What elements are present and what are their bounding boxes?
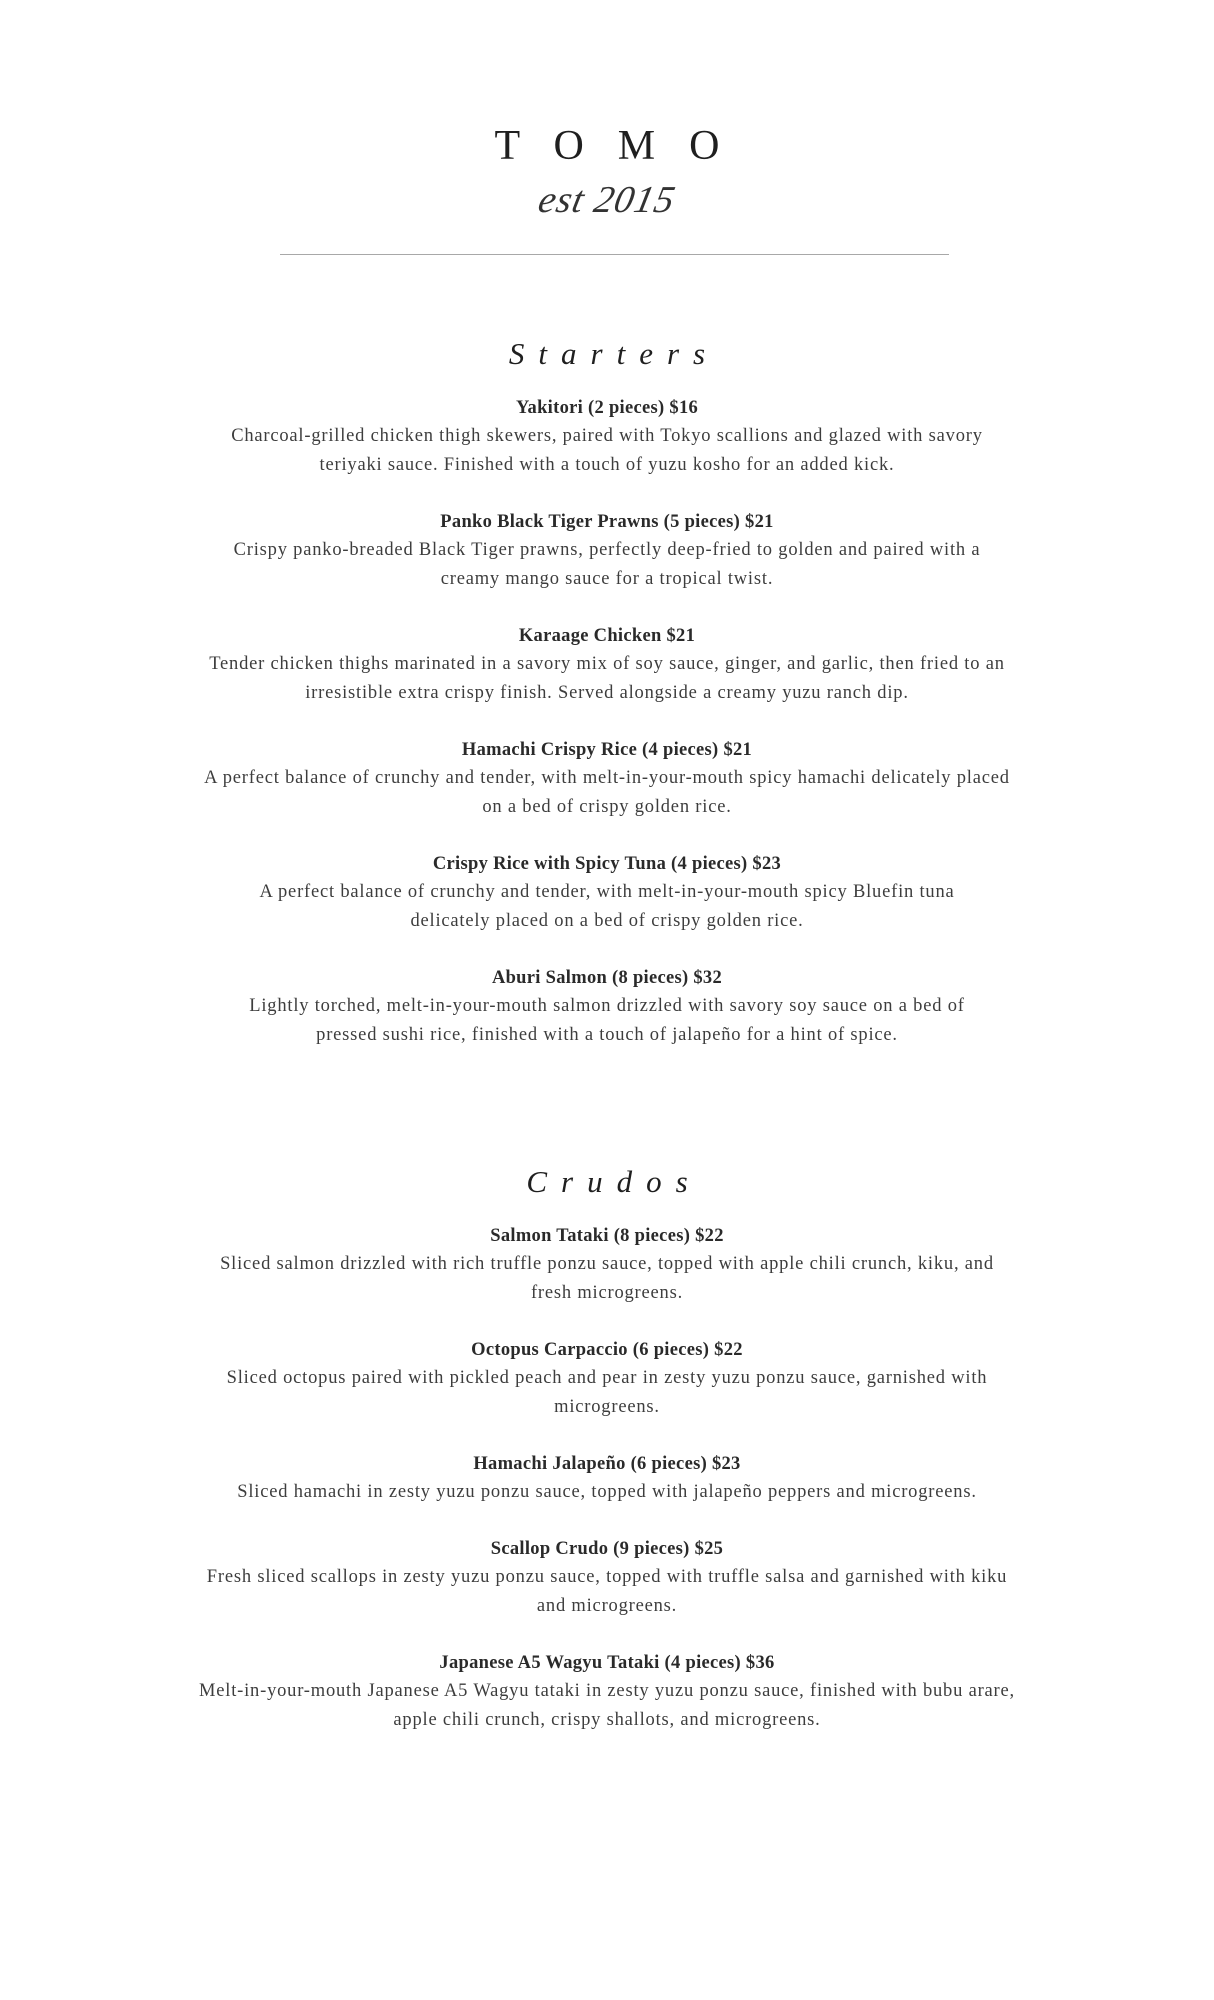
item-name: Hamachi Crispy Rice (4 pieces) $21 <box>461 740 753 760</box>
item-name: Karaage Chicken $21 <box>518 626 696 646</box>
established-signature: est 2015 <box>534 179 680 221</box>
menu-item <box>180 1222 1034 1308</box>
item-name: Salmon Tataki (8 pieces) $22 <box>490 1226 724 1246</box>
menu-item <box>180 622 1034 708</box>
item-description: Crispy panko-breaded Black Tiger prawns, perfectly deep-fried to golden and paired with a creamy mango sauce for a tropical twist. <box>233 540 981 589</box>
item-name: Japanese A5 Wagyu Tataki (4 pieces) $36 <box>439 1653 775 1673</box>
menu-item <box>180 394 1034 480</box>
section-title-starters: Starters <box>508 336 720 371</box>
menu-item <box>180 508 1034 594</box>
menu-item <box>180 850 1034 936</box>
item-description: Fresh sliced scallops in zesty yuzu ponzu sauce, topped with truffle salsa and garnished with kiku and microgreens. <box>206 1567 1008 1616</box>
item-description: Tender chicken thighs marinated in a savory mix of soy sauce, ginger, and garlic, then fried to an irresistible extra crispy finish. Served alongside a creamy yuzu ranch dip. <box>209 654 1005 703</box>
item-description: Charcoal-grilled chicken thigh skewers, paired with Tokyo scallions and glazed with savory teriyaki sauce. Finished with a touch of yuzu kosho for an added kick. <box>231 426 983 475</box>
item-description: Sliced salmon drizzled with rich truffle ponzu sauce, topped with apple chili crunch, kiku, and fresh microgreens. <box>220 1254 994 1303</box>
item-name: Panko Black Tiger Prawns (5 pieces) $21 <box>440 512 774 532</box>
menu-item <box>180 1535 1034 1621</box>
item-name: Crispy Rice with Spicy Tuna (4 pieces) $23 <box>432 854 782 874</box>
item-name: Scallop Crudo (9 pieces) $25 <box>490 1539 724 1559</box>
item-name: Octopus Carpaccio (6 pieces) $22 <box>471 1340 743 1360</box>
item-description: Melt-in-your-mouth Japanese A5 Wagyu tataki in zesty yuzu ponzu sauce, finished with bubu arare, apple chili crunch, crispy shallots, and microgreens. <box>199 1681 1015 1730</box>
menu-item <box>180 964 1034 1050</box>
item-name: Hamachi Jalapeño (6 pieces) $23 <box>473 1454 741 1474</box>
item-name: Aburi Salmon (8 pieces) $32 <box>491 968 723 988</box>
item-name: Yakitori (2 pieces) $16 <box>515 398 699 418</box>
item-description: Lightly torched, melt-in-your-mouth salmon drizzled with savory soy sauce on a bed of pressed sushi rice, finished with a touch of jalapeño for a hint of spice. <box>249 996 965 1045</box>
item-description: A perfect balance of crunchy and tender, with melt-in-your-mouth spicy hamachi delicately placed on a bed of crispy golden rice. <box>204 768 1010 817</box>
item-description: A perfect balance of crunchy and tender, with melt-in-your-mouth spicy Bluefin tuna delicately placed on a bed of crispy golden rice. <box>259 882 955 931</box>
menu-item <box>180 736 1034 822</box>
item-description: Sliced octopus paired with pickled peach and pear in zesty yuzu ponzu sauce, garnished with microgreens. <box>226 1368 988 1417</box>
item-description: Sliced hamachi in zesty yuzu ponzu sauce, topped with jalapeño peppers and microgreens. <box>237 1482 977 1502</box>
header-divider <box>280 254 949 255</box>
section-starters <box>180 334 1034 1078</box>
menu-item <box>180 1450 1034 1507</box>
section-title-crudos: Crudos <box>526 1164 702 1199</box>
menu-item <box>180 1336 1034 1422</box>
brand-title: TOMO <box>494 123 754 169</box>
menu-item <box>180 1649 1034 1735</box>
section-crudos <box>180 1162 1034 1763</box>
